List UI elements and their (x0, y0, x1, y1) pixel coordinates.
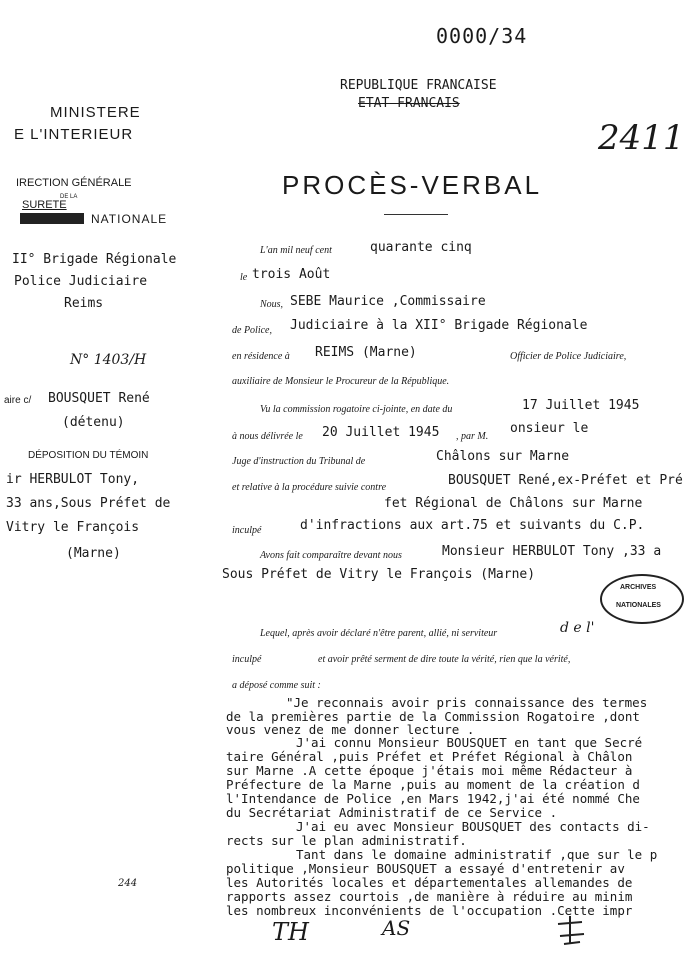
republic-heading: REPUBLIQUE FRANCAISE (340, 78, 497, 93)
witness-name: ir HERBULOT Tony, (6, 472, 140, 487)
surete: SURETE (22, 199, 67, 211)
initials-1: TH (272, 918, 309, 946)
archives-stamp-bottom: NATIONALES (616, 602, 661, 609)
testimony-line: Préfecture de la Marne ,puis au moment de la création d (226, 777, 640, 792)
initials-2: AS (382, 916, 411, 940)
signature-mark (552, 914, 592, 948)
testimony-line: rects sur le plan administratif. (226, 833, 467, 848)
witness-line2: 33 ans,Sous Préfet de (6, 496, 171, 511)
l15-label: Lequel, après avoir déclaré n'être parent, allié, ni serviteur (260, 628, 498, 639)
testimony-line: sur Marne .A cette époque j'étais moi même Rédacteur à (226, 763, 633, 778)
l9-label: Juge d'instruction du Tribunal de (232, 456, 366, 467)
l17-label: a déposé comme suit : (232, 680, 321, 691)
l5-value: REIMS (Marne) (315, 345, 417, 360)
nationale: NATIONALE (91, 212, 168, 226)
l12-label: inculpé (232, 525, 262, 536)
l15-value: d e l' (560, 620, 595, 636)
de-la: DE LA (60, 194, 78, 200)
l3-value: SEBE Maurice ,Commissaire (290, 294, 486, 309)
l9-value: Châlons sur Marne (436, 449, 570, 464)
testimony-line: taire Général ,puis Préfet et Préfet Régional à Châlon (226, 749, 633, 764)
testimony-line: les nombreux inconvénients de l'occupation .Cette impr (226, 903, 633, 918)
direction-generale: IRECTION GÉNÉRALE (16, 177, 132, 189)
l2-value: trois Août (252, 267, 331, 282)
l8-label: à nous délivrée le (232, 431, 303, 442)
testimony-line: rapports assez courtois ,de manière à réduire au minim (226, 889, 633, 904)
page-title: PROCÈS-VERBAL (282, 170, 543, 200)
l5-right: Officier de Police Judiciaire, (510, 351, 627, 362)
l14-value: Sous Préfet de Vitry le François (Marne) (222, 567, 536, 582)
testimony-line: Tant dans le domaine administratif ,que sur le p (296, 847, 658, 862)
testimony-line: J'ai eu avec Monsieur BOUSQUET des contacts di- (296, 819, 650, 834)
file-number: N° 1403/H (70, 352, 147, 368)
l7-label: Vu la commission rogatoire ci-jointe, en date du (260, 404, 453, 415)
l8-value: 20 Juillet 1945 (322, 425, 440, 440)
l16-rest: et avoir prêté serment de dire toute la vérité, rien que la vérité, (318, 654, 571, 665)
page-mark: 244 (118, 878, 138, 889)
l10-label: et relative à la procédure suivie contre (232, 482, 387, 493)
l8-value2: onsieur le (510, 421, 589, 436)
testimony-line: J'ai connu Monsieur BOUSQUET en tant que Secré (296, 735, 643, 750)
testimony-line: l'Intendance de Police ,en Mars 1942,j'ai été nommé Che (226, 791, 640, 806)
l2-label: le (240, 272, 248, 283)
l4-value: Judiciaire à la XII° Brigade Régionale (290, 318, 588, 333)
archives-stamp (600, 574, 684, 624)
l5-label: en résidence à (232, 351, 290, 362)
l13-label: Avons fait comparaître devant nous (260, 550, 402, 561)
ministry-line2: E L'INTERIEUR (14, 126, 134, 143)
case-name: BOUSQUET René (48, 391, 150, 406)
l1-value: quarante cinq (370, 240, 472, 255)
testimony-line: "Je reconnais avoir pris connaissance des termes (286, 695, 648, 710)
ministry-line1: MINISTERE (50, 104, 141, 121)
l12-value: d'infractions aux art.75 et suivants du C.P. (300, 518, 645, 533)
city: Reims (64, 296, 104, 311)
title-rule (384, 214, 448, 215)
l11-value: fet Régional de Châlons sur Marne (384, 496, 643, 511)
l16-label: inculpé (232, 654, 262, 665)
redacted-bar (20, 213, 84, 224)
l4-label: de Police, (232, 325, 272, 336)
margin-mark: 2411 (598, 118, 685, 158)
l6: auxiliaire de Monsieur le Procureur de la République. (232, 376, 450, 387)
witness-line4: (Marne) (66, 546, 121, 561)
l7-value: 17 Juillet 1945 (522, 398, 640, 413)
testimony-line: vous venez de me donner lecture . (226, 722, 475, 737)
witness-line3: Vitry le François (6, 520, 140, 535)
l10-value: BOUSQUET René,ex-Préfet et Pré (448, 473, 683, 488)
testimony-line: de la premières partie de la Commission Rogatoire ,dont (226, 709, 640, 724)
brigade: II° Brigade Régionale (12, 252, 177, 267)
l3-label: Nous, (260, 299, 284, 310)
deposition-label: DÉPOSITION DU TÉMOIN (28, 450, 149, 461)
etat-heading: ETAT FRANCAIS (358, 96, 460, 111)
testimony-line: les Autorités locales et départementales allemandes de (226, 875, 633, 890)
police-judiciaire: Police Judiciaire (14, 274, 148, 289)
detenu: (détenu) (62, 415, 125, 430)
testimony-line: politique ,Monsieur BOUSQUET a essayé d'entretenir av (226, 861, 625, 876)
l13-value: Monsieur HERBULOT Tony ,33 a (442, 544, 662, 559)
l1-label: L'an mil neuf cent (260, 245, 332, 256)
testimony-line: du Secrétariat Administratif de ce Service . (226, 805, 558, 820)
archives-stamp-top: ARCHIVES (620, 584, 657, 591)
stamp-number: 0000/34 (436, 24, 528, 48)
l8-mid: , par M. (456, 431, 489, 442)
case-prefix: aire c/ (4, 395, 32, 406)
